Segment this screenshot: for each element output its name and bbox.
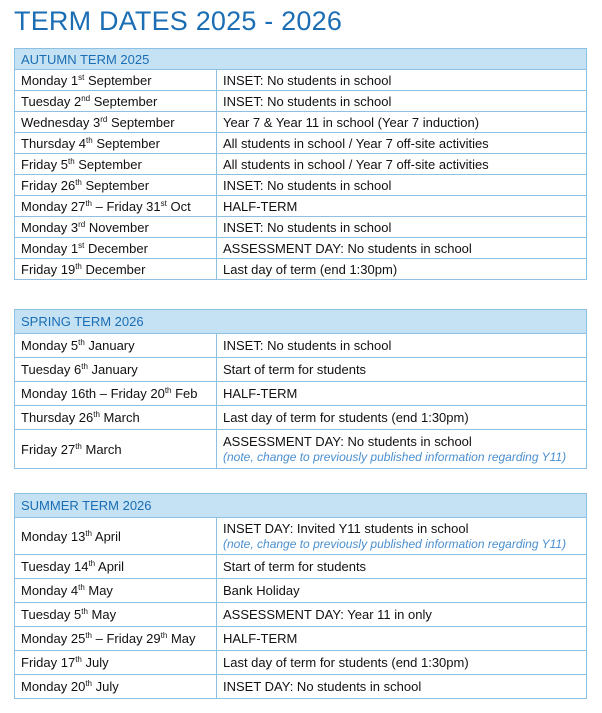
ordinal-suffix: th <box>85 631 92 640</box>
table-row <box>15 196 587 217</box>
event-text: INSET: No students in school <box>223 338 392 353</box>
event-text: INSET DAY: Invited Y11 students in school <box>223 520 469 536</box>
date-cell <box>15 154 217 175</box>
date-text: Tuesday 6 <box>21 362 82 377</box>
date-cell <box>15 196 217 217</box>
term-heading: SUMMER TERM 2026 <box>15 494 587 518</box>
ordinal-suffix: th <box>75 177 82 187</box>
date-cell <box>15 91 217 112</box>
ordinal-suffix: th <box>75 441 82 451</box>
date-text: May <box>87 607 117 622</box>
ordinal-suffix: th <box>88 559 96 568</box>
date-text: September <box>90 93 158 109</box>
ordinal-suffix: rd <box>100 114 108 124</box>
date-text: November <box>85 219 149 235</box>
ordinal-suffix: st <box>78 240 85 250</box>
table-row <box>15 217 587 238</box>
event-text: INSET: No students in school <box>223 93 392 109</box>
term-heading-row <box>15 49 587 70</box>
ordinal-suffix: th <box>78 338 85 347</box>
date-text: September <box>74 156 142 172</box>
ordinal-suffix: th <box>85 528 92 538</box>
event-cell <box>217 91 587 112</box>
event-text: Start of term for students <box>223 559 367 574</box>
date-text: Thursday 26 <box>21 410 94 425</box>
event-cell <box>217 651 587 675</box>
ordinal-suffix: th <box>93 410 100 419</box>
table-row <box>15 154 587 175</box>
event-cell <box>217 406 587 430</box>
date-text: September <box>92 135 160 151</box>
event-cell <box>217 196 587 217</box>
table-row <box>15 259 587 280</box>
event-cell <box>217 603 587 627</box>
table-row <box>15 334 587 358</box>
event-cell <box>217 675 587 699</box>
ordinal-suffix: nd <box>81 93 91 103</box>
event-text: INSET DAY: No students in school <box>223 679 422 694</box>
term-heading-row <box>15 310 587 334</box>
event-text: ASSESSMENT DAY: Year 11 in only <box>223 607 432 622</box>
date-cell <box>15 175 217 196</box>
ordinal-suffix: st <box>78 72 85 82</box>
date-text: Friday 27 <box>21 441 76 457</box>
event-cell <box>217 154 587 175</box>
date-cell <box>15 238 217 259</box>
event-text: INSET: No students in school <box>223 219 392 235</box>
date-text: Tuesday 14 <box>21 559 89 574</box>
date-cell <box>15 133 217 154</box>
table-row <box>15 238 587 259</box>
date-cell <box>15 406 217 430</box>
table-row <box>15 603 587 627</box>
event-text: Last day of term for students (end 1:30pm) <box>223 410 469 425</box>
date-text: March <box>99 410 140 425</box>
date-cell <box>15 603 217 627</box>
spring-term-table <box>14 309 587 469</box>
ordinal-suffix: th <box>85 679 92 688</box>
term-heading: AUTUMN TERM 2025 <box>15 49 587 70</box>
event-cell <box>217 334 587 358</box>
date-cell <box>15 334 217 358</box>
table-row <box>15 555 587 579</box>
event-cell <box>217 133 587 154</box>
date-text: April <box>95 559 125 574</box>
table-row <box>15 112 587 133</box>
date-text: December <box>81 261 146 277</box>
event-text: HALF-TERM <box>223 631 298 646</box>
autumn-term-table <box>14 48 587 280</box>
date-text: Tuesday 2 <box>21 93 82 109</box>
table-row <box>15 70 587 91</box>
date-cell <box>15 555 217 579</box>
date-cell <box>15 579 217 603</box>
event-cell <box>217 555 587 579</box>
term-heading-row <box>15 494 587 518</box>
date-text: Monday 1 <box>21 72 79 88</box>
table-row <box>15 382 587 406</box>
date-text: Wednesday 3 <box>21 114 101 130</box>
ordinal-suffix: th <box>81 607 88 616</box>
ordinal-suffix: th <box>81 362 88 371</box>
event-cell <box>217 175 587 196</box>
ordinal-suffix: th <box>160 631 168 640</box>
date-text: – Friday 31 <box>92 198 161 214</box>
event-text: INSET: No students in school <box>223 72 392 88</box>
date-text: Monday 25 <box>21 631 86 646</box>
ordinal-suffix: th <box>75 655 82 664</box>
event-text: All students in school / Year 7 off-site activities <box>223 135 489 151</box>
ordinal-suffix: th <box>164 386 172 395</box>
term-heading: SPRING TERM 2026 <box>15 310 587 334</box>
summer-term-table <box>14 493 587 699</box>
date-cell <box>15 627 217 651</box>
date-text: January <box>87 362 138 377</box>
date-text: Monday 16th – Friday 20 <box>21 386 165 401</box>
ordinal-suffix: th <box>78 583 85 592</box>
date-text: Monday 5 <box>21 338 79 353</box>
event-text: ASSESSMENT DAY: No students in school <box>223 433 472 449</box>
ordinal-suffix: th <box>67 156 75 166</box>
event-text: Start of term for students <box>223 362 367 377</box>
event-text: INSET: No students in school <box>223 177 392 193</box>
event-text: HALF-TERM <box>223 386 298 401</box>
date-cell <box>15 112 217 133</box>
ordinal-suffix: rd <box>78 219 86 229</box>
event-cell <box>217 259 587 280</box>
date-text: March <box>81 441 122 457</box>
date-text: Thursday 4 <box>21 135 87 151</box>
date-text: September <box>84 72 152 88</box>
date-text: April <box>92 528 121 544</box>
event-text: All students in school / Year 7 off-site activities <box>223 156 489 172</box>
date-cell <box>15 259 217 280</box>
ordinal-suffix: th <box>85 198 92 208</box>
note-text: (note, change to previously published information regarding Y11) <box>223 536 567 551</box>
date-text: May <box>84 583 113 598</box>
date-cell <box>15 217 217 238</box>
event-text: Last day of term for students (end 1:30pm) <box>223 655 469 670</box>
note-text: (note, change to previously published information regarding Y11) <box>223 449 567 464</box>
date-cell <box>15 518 217 555</box>
table-row <box>15 430 587 469</box>
event-cell <box>217 430 587 469</box>
date-text: September <box>107 114 175 130</box>
date-text: May <box>167 631 196 646</box>
date-text: September <box>81 177 150 193</box>
date-cell <box>15 675 217 699</box>
date-cell <box>15 358 217 382</box>
event-cell <box>217 627 587 651</box>
date-text: Friday 17 <box>21 655 76 670</box>
table-row <box>15 579 587 603</box>
date-text: Feb <box>171 386 198 401</box>
table-row <box>15 358 587 382</box>
event-cell <box>217 238 587 259</box>
date-text: Monday 20 <box>21 679 86 694</box>
date-text: July <box>81 655 109 670</box>
date-text: December <box>84 240 148 256</box>
table-row <box>15 133 587 154</box>
date-text: Tuesday 5 <box>21 607 82 622</box>
date-text: Monday 13 <box>21 528 86 544</box>
event-text: ASSESSMENT DAY: No students in school <box>223 240 472 256</box>
date-cell <box>15 70 217 91</box>
event-text: Bank Holiday <box>223 583 300 598</box>
date-text: Monday 27 <box>21 198 86 214</box>
event-text: HALF-TERM <box>223 198 298 214</box>
page-title: TERM DATES 2025 - 2026 <box>14 6 343 36</box>
event-cell <box>217 518 587 555</box>
date-cell <box>15 651 217 675</box>
date-text: Friday 19 <box>21 261 76 277</box>
date-text: – Friday 29 <box>92 631 161 646</box>
ordinal-suffix: st <box>160 198 167 208</box>
event-cell <box>217 217 587 238</box>
date-text: Monday 4 <box>21 583 79 598</box>
ordinal-suffix: th <box>86 135 93 145</box>
table-row <box>15 406 587 430</box>
date-cell <box>15 430 217 469</box>
date-text: Friday 5 <box>21 156 68 172</box>
event-cell <box>217 358 587 382</box>
table-row <box>15 91 587 112</box>
event-text: Year 7 & Year 11 in school (Year 7 induction) <box>223 114 480 130</box>
table-row <box>15 675 587 699</box>
event-cell <box>217 70 587 91</box>
date-text: Monday 3 <box>21 219 79 235</box>
date-text: July <box>92 679 119 694</box>
table-row <box>15 518 587 555</box>
date-cell <box>15 382 217 406</box>
date-text: Oct <box>166 198 191 214</box>
date-text: January <box>84 338 135 353</box>
table-row <box>15 175 587 196</box>
ordinal-suffix: th <box>75 261 82 271</box>
event-cell <box>217 382 587 406</box>
date-text: Monday 1 <box>21 240 79 256</box>
event-cell <box>217 112 587 133</box>
event-text: Last day of term (end 1:30pm) <box>223 261 398 277</box>
event-cell <box>217 579 587 603</box>
date-text: Friday 26 <box>21 177 76 193</box>
table-row <box>15 627 587 651</box>
table-row <box>15 651 587 675</box>
